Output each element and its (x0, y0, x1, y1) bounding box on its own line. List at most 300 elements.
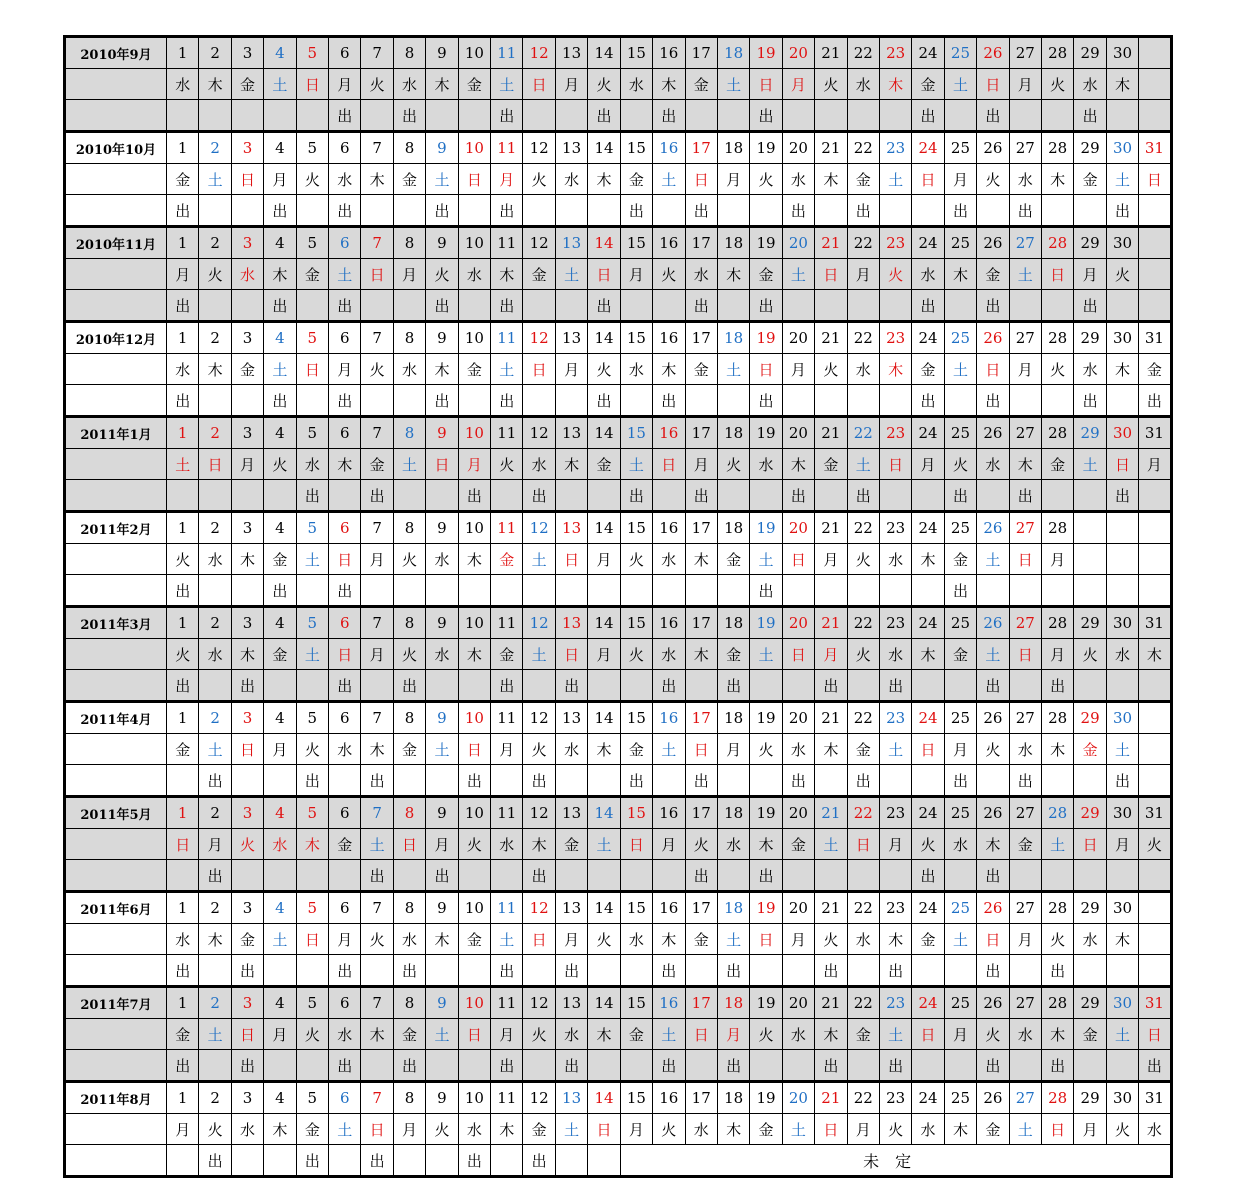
day-number: 23 (879, 37, 911, 69)
weekday: 土 (523, 639, 555, 670)
weekday: 金 (491, 639, 523, 670)
collection-mark: 出 (1041, 1050, 1073, 1082)
collection-mark (491, 480, 523, 512)
month-label-spacer (65, 575, 167, 607)
weekday: 金 (393, 1019, 425, 1050)
day-number: 29 (1074, 702, 1106, 734)
weekday: 木 (1106, 924, 1138, 955)
day-number: 14 (588, 797, 620, 829)
weekday: 水 (426, 544, 458, 575)
collection-row (65, 385, 1172, 417)
weekday: 土 (329, 259, 361, 290)
weekday: 土 (555, 259, 587, 290)
day-number: 12 (523, 322, 555, 354)
collection-mark (361, 195, 393, 227)
weekday: 木 (588, 1019, 620, 1050)
weekday: 日 (815, 259, 847, 290)
day-number: 13 (555, 1082, 587, 1114)
day-number: 20 (782, 227, 814, 259)
weekday: 木 (426, 924, 458, 955)
weekday: 火 (588, 69, 620, 100)
day-number: 28 (1041, 702, 1073, 734)
day-number: 2 (199, 607, 231, 639)
collection-mark: 出 (426, 385, 458, 417)
weekday: 火 (1041, 924, 1073, 955)
weekday: 日 (555, 544, 587, 575)
day-number: 27 (1009, 227, 1041, 259)
weekday: 日 (815, 1114, 847, 1145)
collection-mark: 出 (588, 100, 620, 132)
weekday: 土 (588, 829, 620, 860)
weekday: 火 (264, 449, 296, 480)
weekday: 木 (879, 354, 911, 385)
day-number: 13 (555, 322, 587, 354)
weekday: 水 (1009, 1019, 1041, 1050)
weekday: 火 (523, 734, 555, 765)
collection-mark: 出 (912, 860, 944, 892)
weekday: 月 (393, 259, 425, 290)
weekday: 水 (1074, 69, 1106, 100)
month-label-spacer (65, 639, 167, 670)
collection-mark: 出 (329, 670, 361, 702)
day-number: 28 (1041, 512, 1073, 544)
day-number: 12 (523, 607, 555, 639)
weekday: 土 (717, 69, 749, 100)
day-number: 6 (329, 892, 361, 924)
day-number: 21 (815, 892, 847, 924)
day-number: 30 (1106, 227, 1138, 259)
collection-mark (523, 385, 555, 417)
day-number (1139, 227, 1171, 259)
weekday-row (65, 829, 1172, 860)
collection-mark (1074, 765, 1106, 797)
weekday: 水 (458, 259, 490, 290)
day-number: 2 (199, 797, 231, 829)
collection-row (65, 765, 1172, 797)
collection-mark (491, 765, 523, 797)
day-number: 26 (977, 797, 1009, 829)
day-number: 29 (1074, 987, 1106, 1019)
day-number: 8 (393, 607, 425, 639)
collection-mark (847, 575, 879, 607)
weekday: 火 (977, 1019, 1009, 1050)
weekday: 木 (782, 449, 814, 480)
day-number: 4 (264, 322, 296, 354)
day-number: 5 (296, 607, 328, 639)
day-number: 11 (491, 37, 523, 69)
collection-mark (782, 290, 814, 322)
weekday: 日 (329, 639, 361, 670)
day-number: 7 (361, 892, 393, 924)
weekday: 土 (847, 449, 879, 480)
collection-mark (815, 195, 847, 227)
day-number: 20 (782, 892, 814, 924)
day-number: 13 (555, 797, 587, 829)
collection-mark (685, 575, 717, 607)
day-number: 16 (653, 227, 685, 259)
day-number: 16 (653, 702, 685, 734)
weekday: 水 (458, 1114, 490, 1145)
undecided-note: 未定 (620, 1145, 1171, 1177)
collection-mark (685, 670, 717, 702)
day-number: 30 (1106, 132, 1138, 164)
weekday: 金 (847, 734, 879, 765)
collection-mark (426, 765, 458, 797)
month-label-spacer (65, 385, 167, 417)
collection-mark: 出 (393, 100, 425, 132)
weekday: 水 (393, 354, 425, 385)
weekday (1139, 734, 1171, 765)
collection-mark: 出 (750, 385, 782, 417)
weekday: 木 (199, 69, 231, 100)
collection-mark (1041, 290, 1073, 322)
day-number: 14 (588, 37, 620, 69)
day-number: 1 (167, 797, 199, 829)
day-number: 27 (1009, 417, 1041, 449)
weekday: 木 (977, 829, 1009, 860)
collection-mark (944, 670, 976, 702)
weekday: 月 (1106, 829, 1138, 860)
collection-mark (1139, 480, 1171, 512)
day-number: 8 (393, 227, 425, 259)
weekday: 水 (555, 734, 587, 765)
collection-mark (264, 480, 296, 512)
collection-mark: 出 (1074, 385, 1106, 417)
weekday: 火 (620, 639, 652, 670)
day-number: 30 (1106, 987, 1138, 1019)
collection-mark (944, 860, 976, 892)
weekday: 金 (555, 829, 587, 860)
day-number: 21 (815, 132, 847, 164)
collection-mark (1106, 670, 1138, 702)
weekday: 木 (426, 354, 458, 385)
day-number: 29 (1074, 132, 1106, 164)
weekday: 土 (815, 829, 847, 860)
collection-mark (1139, 575, 1171, 607)
collection-mark (1009, 575, 1041, 607)
weekday: 金 (1139, 354, 1171, 385)
collection-mark (750, 1050, 782, 1082)
weekday: 日 (296, 354, 328, 385)
collection-mark (620, 385, 652, 417)
day-number: 17 (685, 797, 717, 829)
weekday: 日 (653, 449, 685, 480)
collection-mark (231, 195, 263, 227)
collection-row (65, 1050, 1172, 1082)
day-number: 27 (1009, 797, 1041, 829)
day-number: 17 (685, 37, 717, 69)
collection-mark (1106, 955, 1138, 987)
day-number: 17 (685, 227, 717, 259)
collection-mark (296, 385, 328, 417)
weekday: 金 (491, 544, 523, 575)
weekday: 土 (361, 829, 393, 860)
day-number: 16 (653, 1082, 685, 1114)
collection-mark (361, 1050, 393, 1082)
weekday: 月 (1074, 1114, 1106, 1145)
collection-mark: 出 (1041, 955, 1073, 987)
day-number: 17 (685, 702, 717, 734)
collection-mark: 出 (329, 100, 361, 132)
weekday: 月 (1009, 69, 1041, 100)
collection-mark (329, 480, 361, 512)
day-number: 26 (977, 132, 1009, 164)
weekday: 水 (1009, 164, 1041, 195)
weekday: 月 (199, 829, 231, 860)
collection-mark (620, 100, 652, 132)
collection-mark (361, 575, 393, 607)
collection-mark (491, 860, 523, 892)
collection-mark (944, 1050, 976, 1082)
weekday: 水 (847, 924, 879, 955)
weekday: 土 (879, 164, 911, 195)
month-label-spacer (65, 765, 167, 797)
day-number: 29 (1074, 322, 1106, 354)
day-number (1139, 892, 1171, 924)
collection-mark (1139, 195, 1171, 227)
day-number: 4 (264, 512, 296, 544)
day-number: 12 (523, 512, 555, 544)
weekday: 火 (523, 1019, 555, 1050)
collection-mark: 出 (750, 860, 782, 892)
collection-mark (167, 860, 199, 892)
weekday: 水 (329, 734, 361, 765)
collection-mark (264, 860, 296, 892)
collection-mark: 出 (1009, 765, 1041, 797)
collection-mark: 出 (491, 955, 523, 987)
collection-mark: 出 (167, 385, 199, 417)
month-label-spacer (65, 829, 167, 860)
weekday: 土 (879, 1019, 911, 1050)
collection-mark (231, 480, 263, 512)
day-number: 6 (329, 797, 361, 829)
weekday: 日 (361, 1114, 393, 1145)
weekday: 土 (523, 544, 555, 575)
weekday: 火 (199, 259, 231, 290)
weekday: 木 (653, 924, 685, 955)
collection-mark: 出 (653, 385, 685, 417)
collection-mark (264, 955, 296, 987)
weekday-row (65, 1019, 1172, 1050)
weekday: 月 (167, 259, 199, 290)
day-number: 6 (329, 227, 361, 259)
day-number: 9 (426, 892, 458, 924)
collection-mark: 出 (555, 1050, 587, 1082)
day-number: 25 (944, 607, 976, 639)
day-number: 15 (620, 512, 652, 544)
day-number: 3 (231, 702, 263, 734)
day-number: 24 (912, 512, 944, 544)
day-number: 11 (491, 322, 523, 354)
collection-mark: 出 (167, 955, 199, 987)
collection-mark: 出 (653, 100, 685, 132)
weekday: 土 (944, 354, 976, 385)
day-number: 29 (1074, 417, 1106, 449)
day-number: 13 (555, 607, 587, 639)
collection-mark (750, 955, 782, 987)
day-number: 17 (685, 607, 717, 639)
day-number: 11 (491, 702, 523, 734)
weekday: 土 (750, 544, 782, 575)
collection-mark (750, 480, 782, 512)
weekday: 火 (977, 164, 1009, 195)
weekday: 火 (361, 354, 393, 385)
collection-mark (1041, 860, 1073, 892)
day-number: 3 (231, 607, 263, 639)
weekday: 火 (750, 1019, 782, 1050)
day-number: 7 (361, 132, 393, 164)
weekday: 木 (1041, 734, 1073, 765)
day-number: 21 (815, 417, 847, 449)
collection-mark: 出 (977, 100, 1009, 132)
weekday: 日 (1041, 1114, 1073, 1145)
collection-mark (620, 670, 652, 702)
collection-mark (944, 290, 976, 322)
collection-mark (555, 765, 587, 797)
weekday: 月 (1041, 639, 1073, 670)
day-number: 13 (555, 892, 587, 924)
weekday: 土 (653, 1019, 685, 1050)
collection-mark (717, 860, 749, 892)
month-label-spacer (65, 734, 167, 765)
day-number: 5 (296, 512, 328, 544)
day-number: 1 (167, 322, 199, 354)
month-label-spacer (65, 924, 167, 955)
day-number: 18 (717, 607, 749, 639)
day-number: 5 (296, 1082, 328, 1114)
weekday: 木 (458, 639, 490, 670)
weekday: 水 (393, 69, 425, 100)
day-number: 19 (750, 417, 782, 449)
weekday: 水 (264, 829, 296, 860)
day-number: 24 (912, 797, 944, 829)
day-number-row (65, 37, 1172, 69)
day-number: 12 (523, 37, 555, 69)
weekday: 金 (231, 354, 263, 385)
collection-mark (361, 100, 393, 132)
weekday: 木 (944, 259, 976, 290)
weekday: 火 (815, 69, 847, 100)
day-number: 16 (653, 987, 685, 1019)
collection-mark (458, 575, 490, 607)
day-number: 28 (1041, 322, 1073, 354)
day-number: 18 (717, 892, 749, 924)
weekday: 日 (1009, 544, 1041, 575)
weekday: 木 (555, 449, 587, 480)
collection-mark (717, 195, 749, 227)
collection-mark: 出 (879, 670, 911, 702)
day-number: 8 (393, 512, 425, 544)
collection-mark: 出 (393, 955, 425, 987)
day-number: 27 (1009, 322, 1041, 354)
weekday: 火 (296, 1019, 328, 1050)
day-number: 6 (329, 322, 361, 354)
collection-mark: 出 (426, 195, 458, 227)
weekday: 月 (1009, 924, 1041, 955)
collection-mark: 出 (847, 480, 879, 512)
day-number: 18 (717, 37, 749, 69)
collection-mark (231, 290, 263, 322)
day-number: 27 (1009, 37, 1041, 69)
weekday: 水 (685, 1114, 717, 1145)
day-number: 10 (458, 512, 490, 544)
collection-row (65, 290, 1172, 322)
day-number: 25 (944, 132, 976, 164)
day-number: 18 (717, 132, 749, 164)
weekday: 月 (361, 639, 393, 670)
day-number (1074, 512, 1106, 544)
weekday: 水 (523, 449, 555, 480)
weekday: 土 (555, 1114, 587, 1145)
weekday: 日 (685, 734, 717, 765)
day-number: 27 (1009, 1082, 1041, 1114)
weekday: 金 (717, 639, 749, 670)
weekday: 日 (1106, 449, 1138, 480)
weekday: 水 (393, 924, 425, 955)
weekday-row (65, 69, 1172, 100)
collection-mark: 出 (329, 955, 361, 987)
collection-mark (815, 765, 847, 797)
weekday: 日 (977, 924, 1009, 955)
weekday: 金 (458, 924, 490, 955)
weekday (1139, 69, 1171, 100)
weekday: 日 (1139, 1019, 1171, 1050)
weekday: 水 (1139, 1114, 1171, 1145)
day-number: 20 (782, 512, 814, 544)
weekday: 火 (393, 639, 425, 670)
collection-mark (426, 670, 458, 702)
day-number: 9 (426, 1082, 458, 1114)
collection-mark: 出 (685, 860, 717, 892)
collection-mark: 出 (264, 385, 296, 417)
weekday: 木 (523, 829, 555, 860)
day-number: 26 (977, 1082, 1009, 1114)
weekday: 土 (1009, 1114, 1041, 1145)
collection-mark (1041, 195, 1073, 227)
collection-mark (523, 670, 555, 702)
collection-mark (1009, 385, 1041, 417)
day-number: 2 (199, 322, 231, 354)
day-number: 24 (912, 702, 944, 734)
collection-mark (879, 290, 911, 322)
weekday: 日 (685, 1019, 717, 1050)
weekday: 日 (296, 69, 328, 100)
day-number: 5 (296, 797, 328, 829)
day-number: 9 (426, 37, 458, 69)
weekday-row (65, 164, 1172, 195)
weekday: 水 (782, 1019, 814, 1050)
weekday: 火 (1074, 639, 1106, 670)
weekday: 日 (231, 734, 263, 765)
collection-mark (1074, 1050, 1106, 1082)
collection-mark (523, 955, 555, 987)
weekday: 木 (815, 1019, 847, 1050)
collection-mark: 出 (977, 385, 1009, 417)
collection-mark (555, 290, 587, 322)
day-number: 11 (491, 892, 523, 924)
weekday: 金 (167, 734, 199, 765)
collection-mark (588, 1050, 620, 1082)
weekday: 金 (685, 924, 717, 955)
day-number: 23 (879, 417, 911, 449)
weekday: 木 (653, 354, 685, 385)
weekday: 土 (393, 449, 425, 480)
day-number: 31 (1139, 607, 1171, 639)
day-number: 14 (588, 702, 620, 734)
day-number: 1 (167, 37, 199, 69)
day-number: 13 (555, 417, 587, 449)
day-number: 25 (944, 987, 976, 1019)
